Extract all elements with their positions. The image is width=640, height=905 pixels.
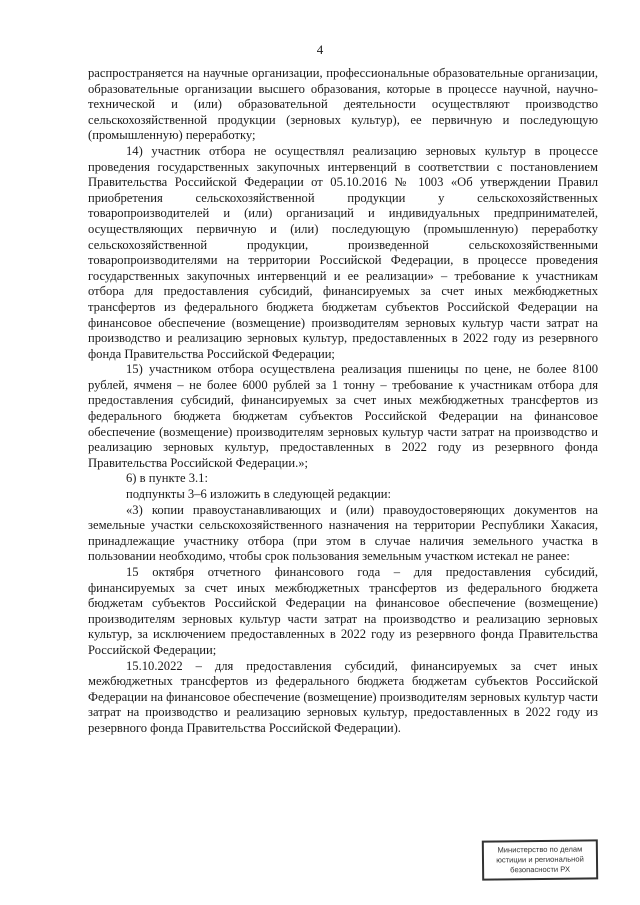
paragraph-subpoint-3: «3) копии правоустанавливающих и (или) правоудостоверяющих документов на земельные участки сельскохозяйственного назначения на территории Республики Хакасия, принадлежащие участнику отбора (при этом в случае наличия земельного участка в пользовании необходимо, чтобы срок пользования земельным участком истекал не ранее: (88, 502, 598, 564)
stamp-line-1: Министерство по делам (497, 844, 583, 855)
stamp-line-2: юстиции и региональной (496, 854, 584, 865)
paragraph-continuation: распространяется на научные организации, профессиональные образовательные организации, образовательные организации высшего образования, которые в процессе научной, научно-технической и (или) образовательной деятельности осуществляют производство сельскохозяйственной продукции (зерновых культур), ее первичную и последующую (промышленную) переработку; (88, 66, 598, 143)
paragraph-item-6: 6) в пункте 3.1: (126, 471, 208, 486)
paragraph-date-2022: 15.10.2022 – для предоставления субсидий, финансируемых за счет иных межбюджетных трансфертов из федерального бюджета бюджетам субъектов Российской Федерации на финансовое обеспечение (возмещение) производителям зерновых культур части затрат на производство и реализацию зерновых культур, предоставленных в 2022 году из резервного фонда Правительства Российской Федерации). (88, 658, 598, 735)
paragraph-date-october: 15 октября отчетного финансового года – для предоставления субсидий, финансируемых за счет иных межбюджетных трансфертов из федерального бюджета бюджетам субъектов Российской Федерации на финансовое обеспечение (возмещение) производителям зерновых культур части затрат на производство и реализацию зерновых культур, за исключением предоставленных в 2022 году из резервного фонда Правительства Российской Федерации; (88, 565, 598, 657)
paragraph-item-14: 14) участник отбора не осуществлял реализацию зерновых культур в процессе проведения государственных закупочных интервенций в соответствии с постановлением Правительства Российской Федерации от 05.10.2016 № 1003 «Об утверждении Правил приобретения сельскохозяйственной продукции у сельскохозяйственных товаропроизводителей и (или) организаций и индивидуальных предпринимателей, осуществляющих первичную и (или) последующую (промышленную) переработку сельскохозяйственной продукции, произведенной сельскохозяйственными товаропроизводителями на территории Российской Федерации, в процессе проведения государственных закупочных интервенций и ее реализации» – требование к участникам отбора для предоставления субсидий, финансируемых за счет иных межбюджетных трансфертов из федерального бюджета бюджетам субъектов Российской Федерации на финансовое обеспечение (возмещение) производителям зерновых культур части затрат на производство и реализацию зерновых культур, предоставленных в 2022 году из резервного фонда Правительства Российской Федерации; (88, 143, 598, 361)
document-body (88, 66, 598, 737)
paragraph-subpoints: подпункты 3–6 изложить в следующей редакции: (126, 487, 392, 502)
paragraph-item-15: 15) участником отбора осуществлена реализация пшеницы по цене, не более 8100 рублей, ячменя – не более 6000 рублей за 1 тонну – требование к участникам отбора для предоставления субсидий, финансируемых за счет иных межбюджетных трансфертов из федерального бюджета бюджетам субъектов Российской Федерации на финансовое обеспечение (возмещение) производителям зерновых культур части затрат на производство и реализацию зерновых культур, предоставленных в 2022 году из резервного фонда Правительства Российской Федерации.»; (88, 362, 598, 470)
stamp-line-3: безопасности РХ (510, 864, 571, 875)
ministry-stamp (482, 839, 598, 880)
page-number: 4 (316, 42, 324, 57)
